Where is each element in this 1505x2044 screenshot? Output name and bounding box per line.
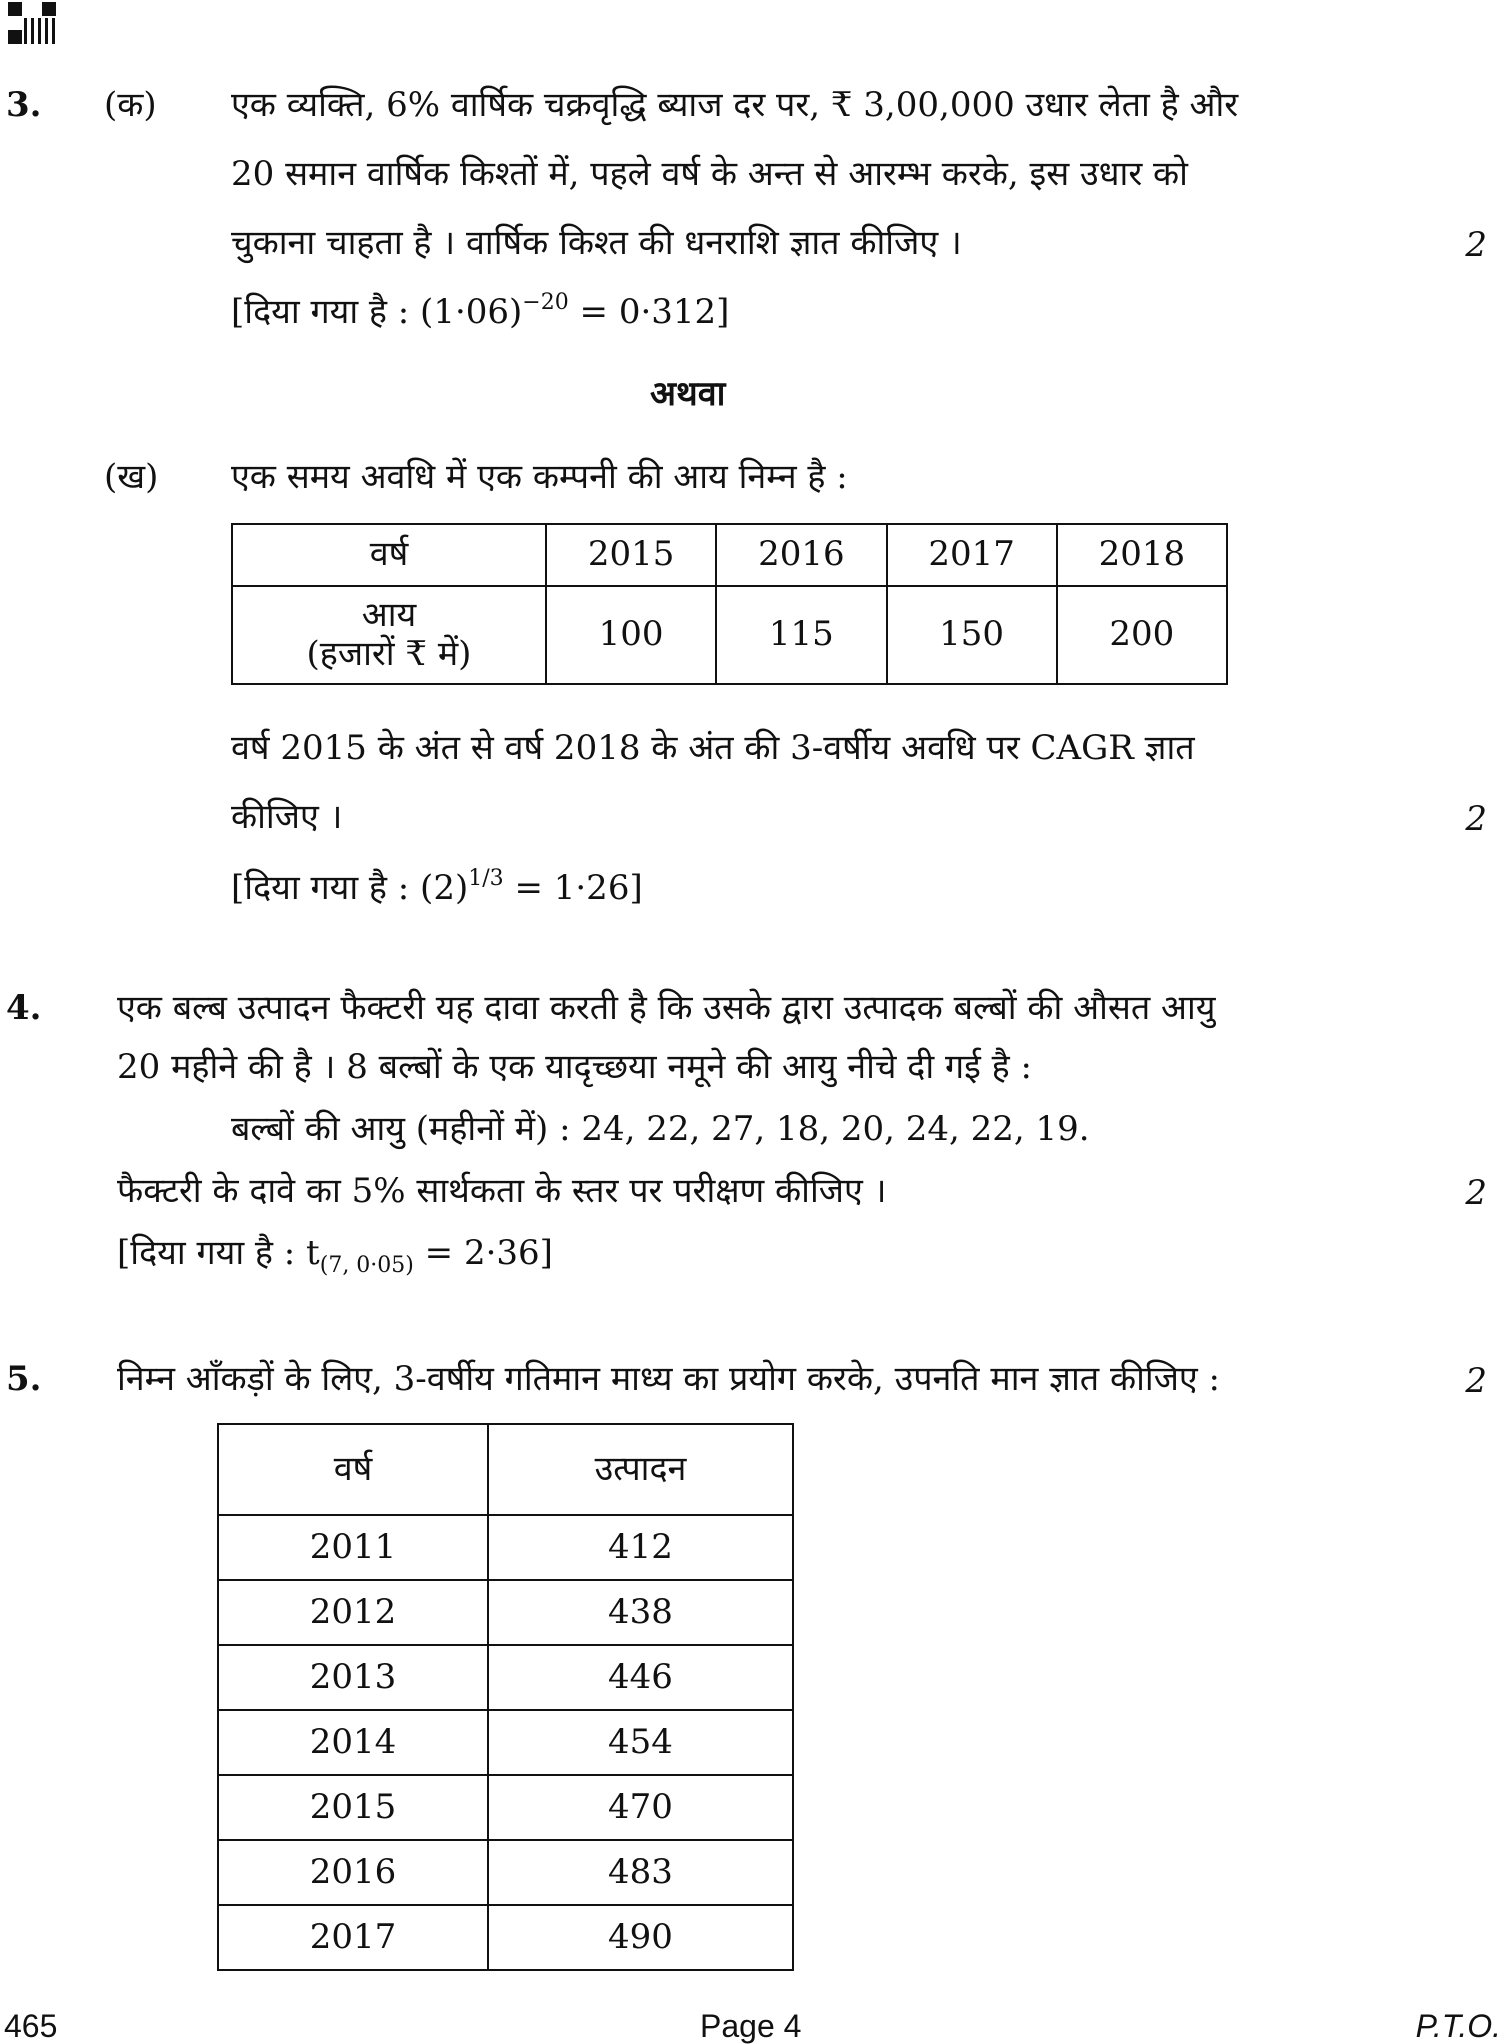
table-cell: 470 <box>488 1775 793 1840</box>
table-header: 2016 <box>716 524 886 586</box>
given-suffix: = 1·26] <box>503 868 643 908</box>
question-number: 4. <box>6 988 42 1028</box>
table-cell: 2012 <box>218 1580 488 1645</box>
question-text-line: फैक्टरी के दावे का 5% सार्थकता के स्तर पर परीक्षण कीजिए । <box>117 1171 887 1211</box>
table-cell: 150 <box>887 586 1057 684</box>
given-suffix: = 2·36] <box>413 1233 553 1273</box>
given-suffix: = 0·312] <box>568 292 730 332</box>
table-row <box>218 1840 793 1905</box>
table-row <box>218 1775 793 1840</box>
table-header: उत्पादन <box>488 1424 793 1515</box>
given-prefix: [दिया गया है : (1·06) <box>231 292 523 332</box>
question-number: 5. <box>6 1359 42 1399</box>
table-cell: 2016 <box>218 1840 488 1905</box>
qr-code <box>8 2 56 44</box>
table-row <box>218 1580 793 1645</box>
part-label: (ख) <box>104 457 159 497</box>
marks: 2 <box>1465 1361 1487 1401</box>
given-hint <box>231 866 643 908</box>
table-header: 2018 <box>1057 524 1227 586</box>
table-cell: 2014 <box>218 1710 488 1775</box>
table-cell: 483 <box>488 1840 793 1905</box>
question-text-line: निम्न आँकड़ों के लिए, 3-वर्षीय गतिमान माध्य का प्रयोग करके, उपनति मान ज्ञात कीजिए : <box>117 1359 1220 1399</box>
marks: 2 <box>1465 799 1487 839</box>
pto-label: P.T.O. <box>1415 2008 1501 2044</box>
table-cell: 438 <box>488 1580 793 1645</box>
given-prefix: [दिया गया है : (2) <box>231 868 469 908</box>
table-cell: 200 <box>1057 586 1227 684</box>
table-row <box>218 1645 793 1710</box>
table-cell: 446 <box>488 1645 793 1710</box>
table-cell: 2013 <box>218 1645 488 1710</box>
question-text-line: चुकाना चाहता है । वार्षिक किश्त की धनराशि ज्ञात कीजिए । <box>231 223 962 263</box>
given-hint <box>231 290 730 332</box>
page-number: Page 4 <box>700 2008 802 2044</box>
given-exponent: 1/3 <box>468 866 504 891</box>
given-hint <box>117 1233 553 1278</box>
data-line: बल्बों की आयु (महीनों में) : 24, 22, 27, 18, 20, 24, 22, 19. <box>231 1109 1090 1149</box>
question-text-line: एक समय अवधि में एक कम्पनी की आय निम्न है : <box>231 457 848 497</box>
table-row-header <box>232 586 546 684</box>
row-header-line: आय <box>361 594 417 635</box>
given-prefix: [दिया गया है : t <box>117 1233 320 1273</box>
table-cell: 100 <box>546 586 716 684</box>
question-text-line: एक बल्ब उत्पादन फैक्टरी यह दावा करती है कि उसके द्वारा उत्पादक बल्बों की औसत आयु <box>117 988 1216 1028</box>
paper-code: 465 <box>4 2008 58 2044</box>
question-number: 3. <box>6 85 42 125</box>
question-text-line: 20 समान वार्षिक किश्तों में, पहले वर्ष के अन्त से आरम्भ करके, इस उधार को <box>231 154 1188 194</box>
question-text-line: वर्ष 2015 के अंत से वर्ष 2018 के अंत की 3-वर्षीय अवधि पर CAGR ज्ञात <box>231 728 1195 768</box>
marks: 2 <box>1465 225 1487 265</box>
table-row <box>218 1905 793 1970</box>
table-header: वर्ष <box>218 1424 488 1515</box>
table-row <box>218 1710 793 1775</box>
production-table <box>217 1423 794 1971</box>
table-header: 2017 <box>887 524 1057 586</box>
table-cell: 2011 <box>218 1515 488 1580</box>
table-cell: 454 <box>488 1710 793 1775</box>
or-label: अथवा <box>650 374 726 414</box>
marks: 2 <box>1465 1173 1487 1213</box>
table-cell: 2015 <box>218 1775 488 1840</box>
given-subscript: (7, 0·05) <box>319 1253 414 1278</box>
question-text-line: 20 महीने की है । 8 बल्बों के एक यादृच्छया नमूने की आयु नीचे दी गई है : <box>117 1047 1032 1087</box>
table-header: वर्ष <box>232 524 546 586</box>
table-cell: 490 <box>488 1905 793 1970</box>
table-header: 2015 <box>546 524 716 586</box>
table-row <box>218 1515 793 1580</box>
part-label: (क) <box>104 85 157 125</box>
question-text-line: एक व्यक्ति, 6% वार्षिक चक्रवृद्धि ब्याज दर पर, ₹ 3,00,000 उधार लेता है और <box>231 85 1239 125</box>
table-cell: 115 <box>716 586 886 684</box>
given-exponent: −20 <box>522 290 569 315</box>
row-header-line: (हजारों ₹ में) <box>306 634 472 674</box>
income-table <box>231 523 1228 685</box>
table-cell: 2017 <box>218 1905 488 1970</box>
question-text-line: कीजिए । <box>231 797 343 837</box>
table-cell: 412 <box>488 1515 793 1580</box>
